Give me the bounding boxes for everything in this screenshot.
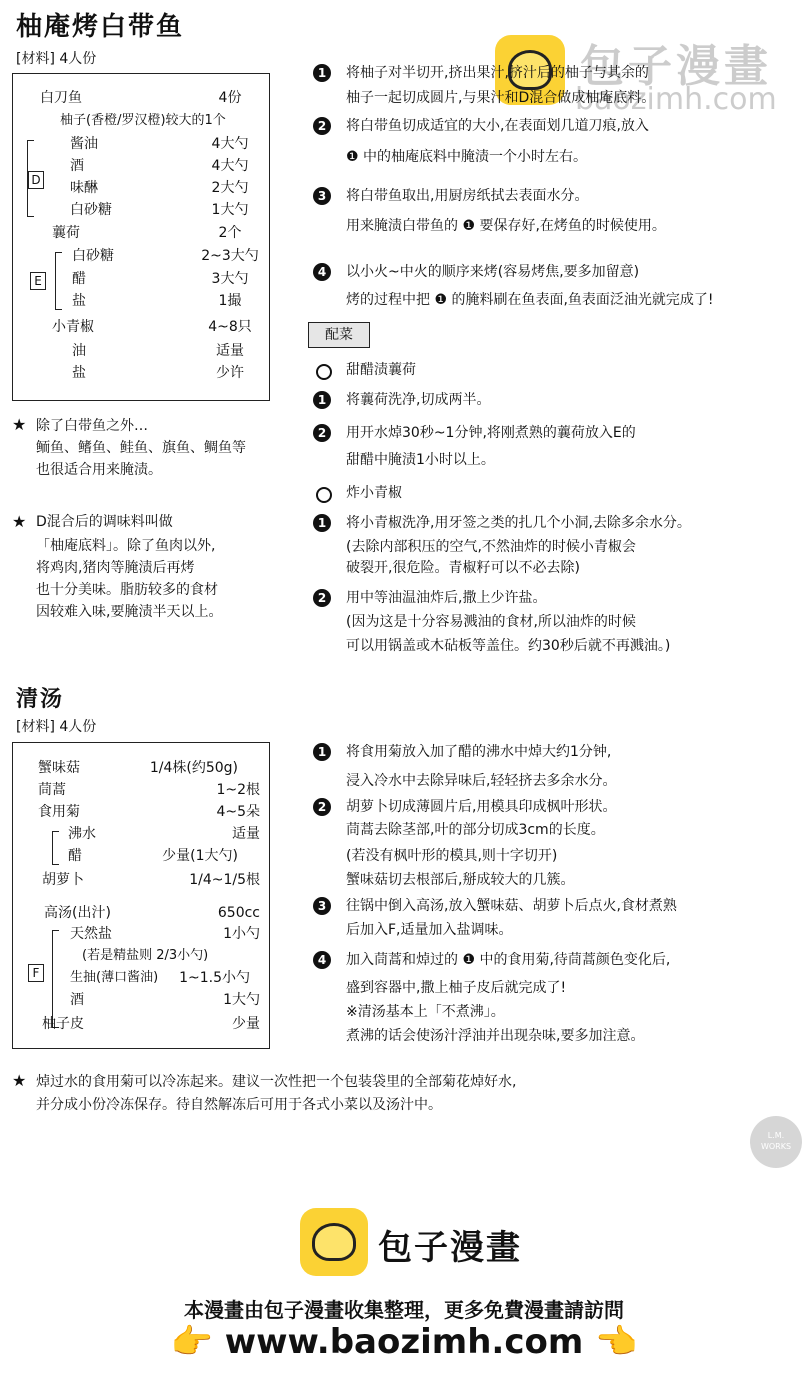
step-line: 可以用锅盖或木砧板等盖住。约30秒后就不再溅油。) bbox=[346, 638, 671, 654]
ingredient-name: 蟹味菇 bbox=[38, 760, 80, 776]
footer-text: 本漫畫由包子漫畫收集整理，更多免費漫畫請訪問 bbox=[184, 1298, 624, 1322]
step-number-icon: 1 bbox=[313, 514, 331, 532]
ingredient-qty: 4~5朵 bbox=[216, 804, 260, 820]
ingredient-qty: 少许 bbox=[216, 365, 244, 381]
step-line: 将食用菊放入加了醋的沸水中焯大约1分钟, bbox=[346, 744, 612, 760]
ingredient-name: (若是精盐则 2/3小勺) bbox=[82, 948, 209, 963]
servings-label: [材料] 4人份 bbox=[16, 51, 97, 67]
circle-bullet-icon bbox=[316, 487, 332, 503]
ingredient-name: 生抽(薄口酱油) bbox=[70, 970, 159, 985]
ingredient-qty: 适量 bbox=[232, 826, 260, 842]
ingredient-qty: 1大勺 bbox=[211, 202, 249, 218]
bracket bbox=[52, 831, 59, 865]
ingredient-qty: 4份 bbox=[218, 90, 242, 106]
note-line: 因较难入味,要腌渍半天以上。 bbox=[36, 604, 223, 620]
note-line: 也很适合用来腌渍。 bbox=[36, 462, 162, 478]
step-line: 以小火~中火的顺序来烤(容易烤焦,要多加留意) bbox=[346, 264, 640, 280]
note-line: 将鸡肉,猪肉等腌渍后再烤 bbox=[36, 560, 195, 576]
step-number-icon: 1 bbox=[313, 743, 331, 761]
ingredient-qty: 少量(1大勺) bbox=[162, 848, 238, 864]
step-number-icon: 1 bbox=[313, 64, 331, 82]
step-line: 用开水焯30秒~1分钟,将刚煮熟的蘘荷放入E的 bbox=[346, 425, 636, 441]
ingredient-qty: 4大勺 bbox=[211, 158, 249, 174]
note-line: 也十分美味。脂肪较多的食材 bbox=[36, 582, 218, 598]
step-number-icon: 4 bbox=[313, 263, 331, 281]
step-line: 加入茼蒿和焯过的 ❶ 中的食用菊,待茼蒿颜色变化后, bbox=[346, 952, 671, 968]
note-line: D混合后的调味料叫做 bbox=[36, 514, 173, 530]
pointer-right-icon: 👉 bbox=[170, 1322, 213, 1362]
star-icon: ★ bbox=[12, 1071, 27, 1090]
bracket-e bbox=[55, 252, 62, 310]
credit-badge bbox=[750, 1116, 802, 1168]
side-dish-title: 炸小青椒 bbox=[346, 485, 402, 501]
credit-line: WORKS bbox=[760, 1142, 792, 1151]
footer-brand: 包子漫畫 bbox=[378, 1228, 522, 1268]
step-line: 胡萝卜切成薄圆片后,用模具印成枫叶形状。 bbox=[346, 799, 617, 815]
note-line: 焯过水的食用菊可以冷冻起来。建议一次性把一个包装袋里的全部菊花焯好水, bbox=[36, 1074, 517, 1090]
ingredient-name: 胡萝卜 bbox=[42, 872, 84, 888]
note-line: 并分成小份冷冻保存。待自然解冻后可用于各式小菜以及汤汁中。 bbox=[36, 1097, 442, 1113]
star-icon: ★ bbox=[12, 415, 27, 434]
ingredient-qty: 4大勺 bbox=[211, 136, 249, 152]
ingredient-qty: 适量 bbox=[216, 343, 244, 359]
ingredient-qty: 1~1.5小勺 bbox=[179, 970, 250, 986]
ingredient-qty: 4~8只 bbox=[208, 319, 252, 335]
star-icon: ★ bbox=[12, 512, 27, 531]
step-line: (因为这是十分容易溅油的食材,所以油炸的时候 bbox=[346, 614, 636, 630]
step-number-icon: 2 bbox=[313, 589, 331, 607]
side-dish-title: 甜醋渍蘘荷 bbox=[346, 362, 416, 378]
brand-logo-icon bbox=[300, 1208, 368, 1276]
credit-line: L.M. bbox=[767, 1131, 785, 1140]
ingredient-name: 柚子(香橙/罗汉橙)较大的1个 bbox=[60, 113, 226, 128]
ingredient-name: 小青椒 bbox=[52, 319, 94, 335]
ingredient-name: 茼蒿 bbox=[38, 782, 66, 798]
ingredient-name: 盐 bbox=[72, 365, 86, 381]
ingredient-qty: 2大勺 bbox=[211, 180, 249, 196]
note-line: 鲕鱼、鳍鱼、鲑鱼、旗鱼、鲷鱼等 bbox=[36, 440, 246, 456]
step-number-icon: 3 bbox=[313, 897, 331, 915]
ingredient-qty: 1/4株(约50g) bbox=[149, 760, 238, 776]
step-line: 将白带鱼切成适宜的大小,在表面划几道刀痕,放入 bbox=[346, 118, 649, 134]
ingredient-name: 醋 bbox=[68, 848, 82, 864]
ingredient-name: 盐 bbox=[72, 293, 86, 309]
ingredient-qty: 1小勺 bbox=[223, 926, 260, 942]
step-line: 后加入F,适量加入盐调味。 bbox=[346, 922, 513, 938]
group-tag-e: E bbox=[30, 272, 46, 290]
step-number-icon: 3 bbox=[313, 187, 331, 205]
ingredient-name: 白砂糖 bbox=[72, 248, 114, 264]
step-number-icon: 4 bbox=[313, 951, 331, 969]
ingredient-qty: 1大勺 bbox=[223, 992, 260, 1008]
ingredient-name: 天然盐 bbox=[70, 926, 112, 942]
watermark-domain: baozimh.com bbox=[575, 82, 777, 117]
step-line: 蟹味菇切去根部后,掰成较大的几簇。 bbox=[346, 872, 575, 888]
note-line: 除了白带鱼之外… bbox=[36, 418, 148, 434]
group-tag-f: F bbox=[28, 964, 44, 982]
ingredient-qty: 1~2根 bbox=[216, 782, 260, 798]
ingredient-name: 酒 bbox=[70, 992, 84, 1008]
side-dish-label: 配菜 bbox=[308, 322, 370, 348]
ingredient-name: 油 bbox=[72, 343, 86, 359]
recipe-title: 柚庵烤白带鱼 bbox=[16, 12, 185, 42]
step-number-icon: 2 bbox=[313, 424, 331, 442]
ingredient-qty: 2~3大勺 bbox=[201, 248, 259, 264]
step-line: (去除内部积压的空气,不然油炸的时候小青椒会 bbox=[346, 539, 636, 555]
note-line: 「柚庵底料」。除了鱼肉以外, bbox=[36, 538, 216, 554]
step-number-icon: 2 bbox=[313, 117, 331, 135]
ingredient-qty: 少量 bbox=[232, 1016, 260, 1032]
step-number-icon: 1 bbox=[313, 391, 331, 409]
step-line: 将蘘荷洗净,切成两半。 bbox=[346, 392, 491, 408]
footer bbox=[0, 1180, 808, 1384]
ingredient-name: 白刀鱼 bbox=[40, 90, 82, 106]
step-line: 煮沸的话会使汤汁浮油并出现杂味,要多加注意。 bbox=[346, 1028, 645, 1044]
step-line: 甜醋中腌渍1小时以上。 bbox=[346, 452, 495, 468]
servings-label: [材料] 4人份 bbox=[16, 719, 97, 735]
step-line: 盛到容器中,撒上柚子皮后就完成了! bbox=[346, 980, 567, 996]
circle-bullet-icon bbox=[316, 364, 332, 380]
step-line: 茼蒿去除茎部,叶的部分切成3cm的长度。 bbox=[346, 822, 605, 838]
ingredient-name: 酒 bbox=[70, 158, 84, 174]
step-line: ❶ 中的柚庵底料中腌渍一个小时左右。 bbox=[346, 149, 587, 165]
ingredient-name: 食用菊 bbox=[38, 804, 80, 820]
step-line: 浸入冷水中去除异味后,轻轻挤去多余水分。 bbox=[346, 773, 617, 789]
step-line: 用中等油温油炸后,撒上少许盐。 bbox=[346, 590, 547, 606]
ingredient-name: 高汤(出汁) bbox=[44, 905, 111, 921]
ingredient-qty: 1/4~1/5根 bbox=[189, 872, 260, 888]
ingredient-name: 酱油 bbox=[70, 136, 98, 152]
ingredient-qty: 2个 bbox=[218, 225, 242, 241]
step-number-icon: 2 bbox=[313, 798, 331, 816]
ingredient-name: 味醂 bbox=[70, 180, 98, 196]
step-line: 烤的过程中把 ❶ 的腌料刷在鱼表面,鱼表面泛油光就完成了! bbox=[346, 292, 714, 308]
step-line: 破裂开,很危险。青椒籽可以不必去除) bbox=[346, 560, 580, 576]
watermark-brand: 包子漫畫 bbox=[580, 41, 772, 92]
ingredient-name: 蘘荷 bbox=[52, 225, 80, 241]
group-tag-d: D bbox=[28, 171, 44, 189]
step-line: 用来腌渍白带鱼的 ❶ 要保存好,在烤鱼的时候使用。 bbox=[346, 218, 666, 234]
step-line: ※清汤基本上「不煮沸」。 bbox=[346, 1004, 505, 1020]
pointer-left-icon: 👈 bbox=[595, 1322, 638, 1362]
ingredient-name: 白砂糖 bbox=[70, 202, 112, 218]
recipe-title: 清汤 bbox=[16, 687, 65, 712]
step-line: (若没有枫叶形的模具,则十字切开) bbox=[346, 848, 558, 864]
ingredient-name: 沸水 bbox=[68, 826, 96, 842]
step-line: 将小青椒洗净,用牙签之类的扎几个小洞,去除多余水分。 bbox=[346, 515, 691, 531]
ingredient-name: 柚子皮 bbox=[42, 1016, 84, 1032]
step-line: 往锅中倒入高汤,放入蟹味菇、胡萝卜后点火,食材煮熟 bbox=[346, 898, 677, 914]
step-line: 将白带鱼取出,用厨房纸拭去表面水分。 bbox=[346, 188, 589, 204]
ingredient-name: 醋 bbox=[72, 271, 86, 287]
footer-url-link[interactable]: www.baozimh.com bbox=[224, 1322, 584, 1362]
step-line: 柚子一起切成圆片,与果汁和D混合做成柚庵底料。 bbox=[346, 90, 656, 106]
step-line: 将柚子对半切开,挤出果汁,挤汁后的柚子与其余的 bbox=[346, 65, 649, 81]
ingredient-qty: 1撮 bbox=[218, 293, 242, 309]
ingredient-qty: 650cc bbox=[217, 905, 260, 921]
ingredient-qty: 3大勺 bbox=[211, 271, 249, 287]
